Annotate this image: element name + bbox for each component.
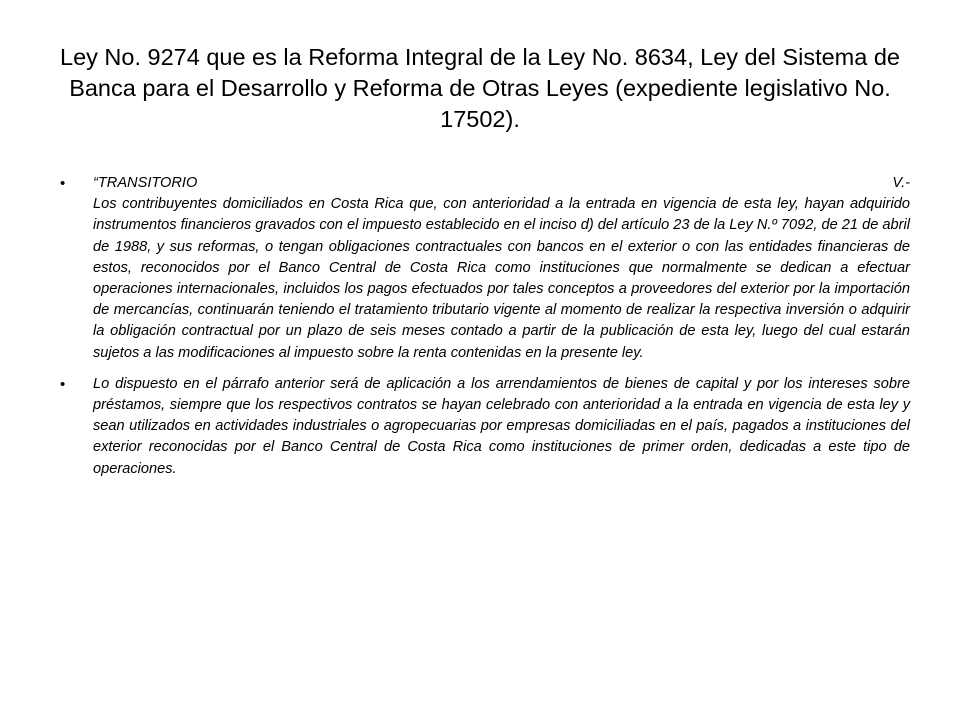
slide-title: Ley No. 9274 que es la Reforma Integral de la Ley No. 8634, Ley del Sistema de Banca para el Desarrollo y Reforma de Otras Leyes (expediente legislativo No. 17502).	[60, 44, 900, 132]
arrendamientos-paragraph: Lo dispuesto en el párrafo anterior será de aplicación a los arrendamientos de bienes de capital y por los intereses sobre préstamos, siempre que los respectivos contratos se hayan celebrado con anterioridad a la entrada en vigencia de esta ley y sean utilizados en actividades industriales o agropecuarias por empresas domiciliadas en el país, pagados a instituciones del exterior reconocidas por el Banco Central de Costa Rica como instituciones de primer orden, dedicadas a este tipo de operaciones.	[93, 375, 910, 477]
list-item-arrendamientos	[60, 374, 910, 480]
transitorio-paragraph: Los contribuyentes domiciliados en Costa Rica que, con anterioridad a la entrada en vigencia de esta ley, hayan adquirido instrumentos financieros gravados con el impuesto establecido en el inciso d) del artículo 23 de la Ley N.º 7092, de 21 de abril de 1988, y sus reformas, o tengan obligaciones contractuales con bancos en el exterior o con las entidades financieras de estos, reconocidos por el Banco Central de Costa Rica como instituciones que normalmente se dedican a efectuar operaciones internacionales, incluidos los pagos efectuados por tales conceptos a proveedores del exterior por la importación de mercancías, continuarán teniendo el tratamiento tributario vigente al momento de realizar la respectiva inversión o adquirir la obligación contractual por un plazo de seis meses contado a partir de la publicación de esta ley, luego del cual estarán sujetos a las modificaciones al impuesto sobre la renta contenidas en la presente ley.	[93, 196, 910, 361]
transitorio-heading	[93, 173, 910, 194]
bullet-icon: •	[60, 175, 66, 192]
transitorio-label: “TRANSITORIO	[93, 175, 198, 191]
bullet-icon: •	[60, 375, 66, 393]
list-item-transitorio	[60, 173, 910, 364]
bullet-list	[60, 173, 910, 490]
transitorio-number: V.-	[892, 175, 910, 191]
